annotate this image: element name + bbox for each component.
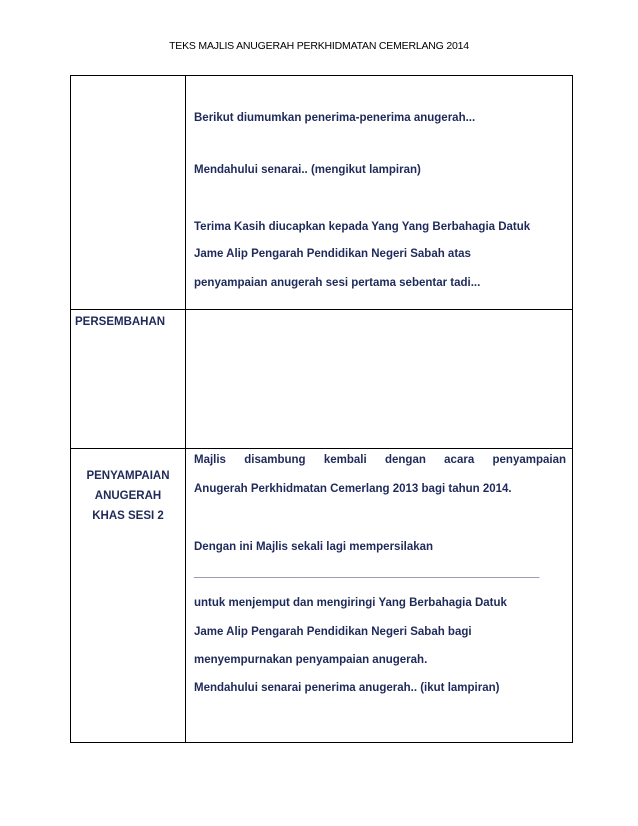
- word: kembali: [323, 454, 367, 466]
- table-row: [71, 310, 573, 449]
- row-label-line: ANUGERAH: [94, 490, 162, 502]
- invite-line: Dengan ini Majlis sekali lagi mempersilakan: [194, 541, 434, 553]
- word: penyampaian: [492, 454, 566, 466]
- row-content-cell: [186, 310, 573, 449]
- row-label-penyampaian: [71, 449, 185, 526]
- table-row: [71, 76, 573, 310]
- row-label-line: PENYAMPAIAN: [86, 470, 170, 482]
- word: dengan: [384, 454, 426, 466]
- row-label: [71, 76, 185, 88]
- award-line: Anugerah Perkhidmatan Cemerlang 2013 bagi tahun 2014.: [194, 483, 512, 495]
- table-row: [71, 449, 573, 743]
- blank-underline: ______________________________________________________: [194, 567, 540, 579]
- word: Majlis: [194, 454, 226, 466]
- thanks-line: Jame Alip Pengarah Pendidikan Negeri Sabah atas: [194, 248, 471, 260]
- list-intro-line: Mendahului senarai.. (mengikut lampiran): [194, 164, 421, 176]
- row-label-cell: [71, 310, 186, 449]
- announcement-line: Berikut diumumkan penerima-penerima anugerah...: [194, 112, 476, 124]
- word: acara: [444, 454, 475, 466]
- page-header: TEKS MAJLIS ANUGERAH PERKHIDMATAN CEMERLANG 2014: [169, 40, 469, 52]
- row-label-cell: [71, 449, 186, 743]
- script-table: [70, 75, 573, 743]
- escort-line: untuk menjemput dan mengiringi Yang Berbahagia Datuk: [194, 597, 507, 609]
- row-label-cell: [71, 76, 186, 310]
- row-content-cell: [186, 449, 573, 743]
- justified-line: [194, 454, 566, 466]
- row-label-persembahan: PERSEMBAHAN: [75, 316, 166, 328]
- row-content-cell: [186, 76, 573, 310]
- row-label-line: KHAS SESI 2: [92, 510, 164, 522]
- word: disambung: [244, 454, 306, 466]
- list-intro-line: Mendahului senarai penerima anugerah.. (ikut lampiran): [194, 682, 500, 694]
- thanks-line: penyampaian anugerah sesi pertama sebentar tadi...: [194, 277, 481, 289]
- escort-line: Jame Alip Pengarah Pendidikan Negeri Sabah bagi: [194, 626, 472, 638]
- thanks-line: Terima Kasih diucapkan kepada Yang Yang Berbahagia Datuk: [194, 221, 531, 233]
- escort-line: menyempurnakan penyampaian anugerah.: [194, 654, 428, 666]
